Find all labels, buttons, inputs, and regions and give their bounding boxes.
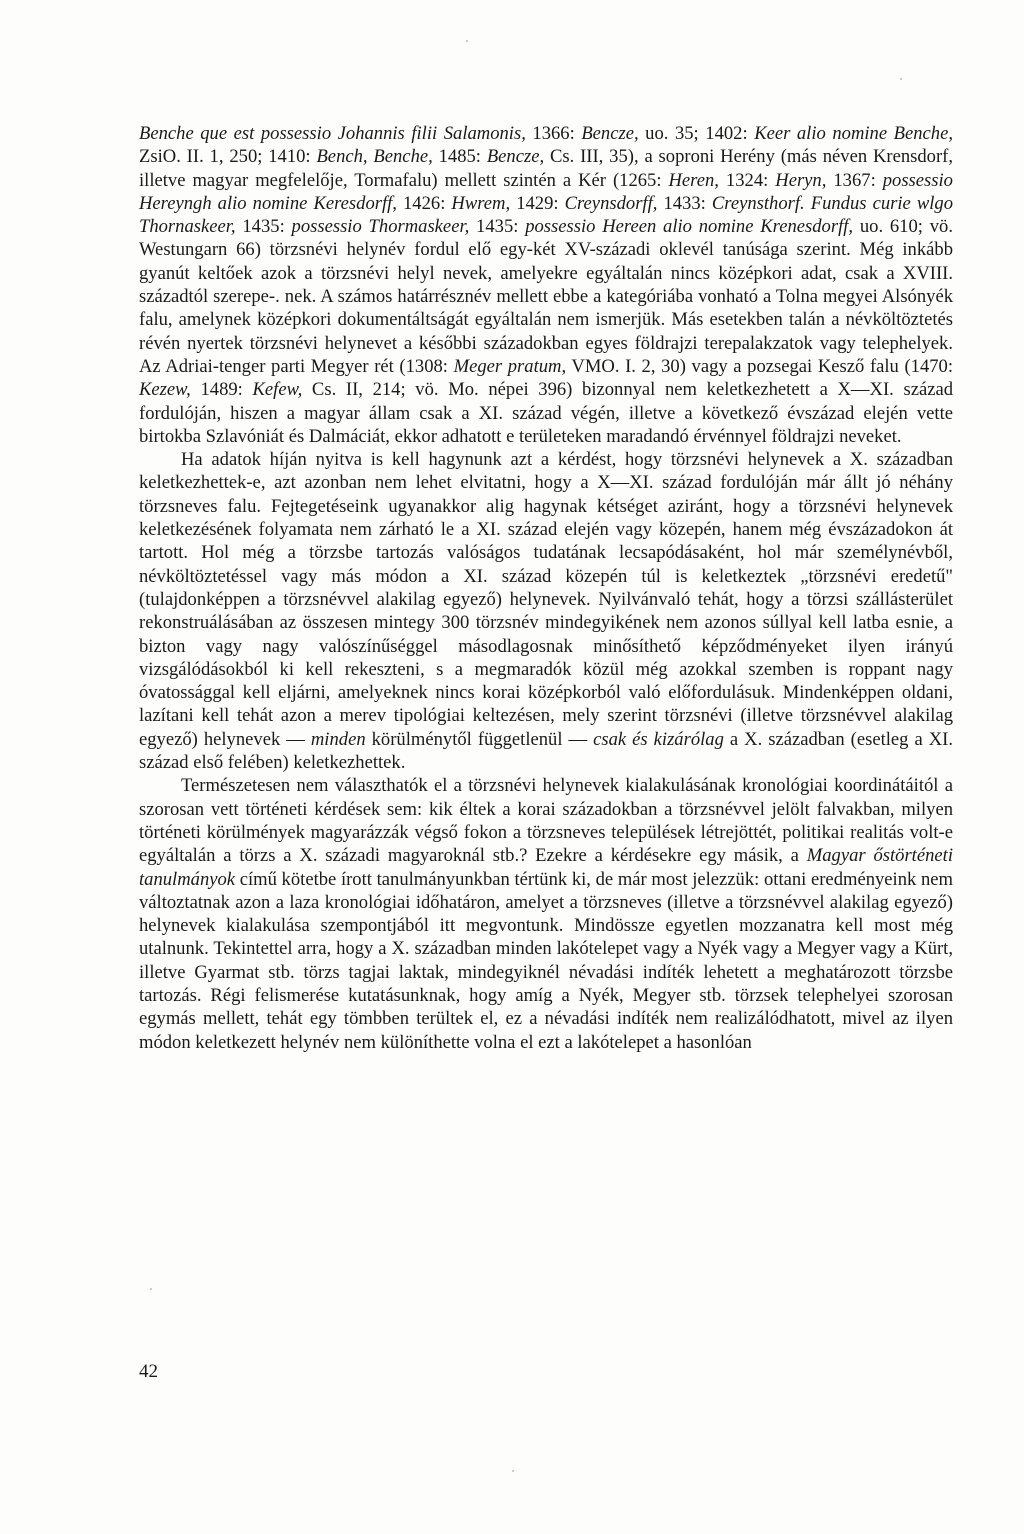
text-run: uo. 35; 1402: <box>638 123 755 144</box>
text-run: 1429: <box>510 192 565 214</box>
italic-text-run: Hwrem, <box>451 192 511 214</box>
text-run: ZsiO. II. 1, 250; 1410: <box>139 146 317 168</box>
scan-speck <box>150 1288 152 1290</box>
text-run: 1324: <box>718 169 776 191</box>
italic-text-run: Benche que est possessio Johannis filii Salamonis, <box>139 123 526 144</box>
page-number: 42 <box>139 1361 158 1382</box>
scan-speck <box>466 40 468 42</box>
italic-text-run: Meger pratum, <box>453 355 567 377</box>
text-run: 1489: <box>190 379 253 401</box>
scan-speck <box>900 78 902 80</box>
italic-text-run: Bencze, <box>581 123 639 144</box>
text-run: 1433: <box>657 192 712 214</box>
italic-text-run: Bencze, <box>486 146 545 168</box>
italic-text-run: csak és kizárólag <box>593 728 724 750</box>
text-run: 1435: <box>235 216 292 238</box>
text-run: VMO. I. 2, 30) vagy a pozsegai Kesző falu (1470: <box>566 355 954 377</box>
body-text <box>139 122 953 1054</box>
italic-text-run: possessio Thormaskeer, <box>291 216 470 238</box>
text-run: uo. 610; vö. Westungarn 66) törzsnévi helynév fordul elő egy-két XV-századi oklevél tanúsága szerint. Még inkább gyanút keltőek azok a törzsnévi helyl nevek, amelyekre egyáltalán nincs középkori adat, csak a XVIII. századtól szerepe-. nek. A számos határrésznév mellett ebbe a kategóriába vonható a Tolna megyei Alsónyék falu, amelynek középkori dokumentáltságát egyáltalán nem ismerjük. Más esetekben talán a névköltöztetés révén nyertek törzsnévi helynevet a későbbi századokban egyes földrajzi terepalakzatok vagy telephelyek. Az Adriai-tenger parti Megyer rét (1308: <box>139 216 953 377</box>
paragraph <box>139 448 953 774</box>
italic-text-run: Kefew, <box>252 379 303 401</box>
italic-text-run: minden <box>310 728 366 750</box>
italic-text-run: Kezew, <box>139 379 191 401</box>
italic-text-run: Heren, <box>668 169 719 191</box>
text-run: körülménytől függetlenül — <box>365 728 594 750</box>
text-run: a X. században (esetleg a XI. század első felében) keletkezhettek. <box>139 728 953 774</box>
italic-text-run: possessio Hereen alio nomine Krenesdorff, <box>525 216 854 238</box>
text-run: című kötetbe írott tanulmányunkban tértünk ki, de már most jelezzük: ottani eredményeink nem változtatnak azon a laza kronológiai időhatáron, amelyet a törzsneves (illetve a törzsnévvel alakilag egyező) helynevek kialakulása szempontjából itt megvontunk. Mindössze egyetlen mozzanatra kell most még utalnunk. Tekintettel arra, hogy a X. században minden lakótelepet vagy a Nyék vagy a Megyer vagy a Kürt, illetve Gyarmat stb. törzs tagjai laktak, mindegyiknél névadási indíték lehetett a meghatározott törzsbe tartozás. Régi felismerése kutatásunknak, hogy amíg a Nyék, Megyer stb. törzsek telephelyei szorosan egymás mellett, tehát egy tömbben terültek el, ez a névadási indíték nem realizálódhatott, mivel az ilyen módon keletkezett helynév nem különíthette volna el ezt a lakótelepet a hasonlóan <box>139 868 953 1053</box>
scan-speck <box>512 1470 514 1472</box>
text-run: Cs. III, 35), a soproni Herény (más néven Krensdorf, illetve magyar megfelelője, Tormafalu) mellett szintén a Kér (1265: <box>139 146 953 191</box>
italic-text-run: Magyar őstörténeti tanulmányok <box>139 845 953 890</box>
text-run: Természetesen nem választhatók el a törzsnévi helynevek kialakulásának kronológiai koordinátáitól a szorosan vett történeti kérdések sem: kik éltek a korai századokban a törzsnévvel jelölt falvakban, milyen történeti körülmények magyarázzák végső fokon a törzsneves települések létrejöttét, politikai realitás volt-e egyáltalán a törzs a X. századi magyaroknál stb.? Ezekre a kérdésekre egy másik, a <box>139 775 953 867</box>
text-run: 1366: <box>525 123 582 144</box>
text-run: 1426: <box>396 192 452 214</box>
italic-text-run: Keer alio nomine Benche, <box>754 123 953 144</box>
italic-text-run: Bench, Benche, <box>316 146 433 168</box>
paragraph <box>139 774 953 1054</box>
text-run: 1435: <box>469 216 526 238</box>
text-run: Ha adatok híján nyitva is kell hagynunk azt a kérdést, hogy törzsnévi helynevek a X. században keletkezhettek-e, azt azonban nem lehet elvitatni, hogy a X—XI. század fordulóján már állt jó néhány törzsneves falu. Fejtegetéseink ugyanakkor alig hagynak kétséget aziránt, hogy a törzsnévi helynevek keletkezésének folyamata nem zárható le a XI. század elején vagy közepén, hanem még évszázadokon át tartott. Hol még a törzsbe tartozás valóságos tudatának lecsapódásaként, hol már személynévből, névköltöztetéssel vagy más módon a XI. század közepén túl is keletkeztek „törzsnévi eredetű" (tulajdonképpen a törzsnévvel alakilag egyező) helynevek. Nyilvánvaló tehát, hogy a törzsi szállásterület rekonstruálásában az összesen mintegy 300 törzsnév mindegyikének nem azonos súllyal kell latba esnie, a bizton vagy nagy valószínűséggel másodlagosnak minősíthető képződményeket ilyen irányú vizsgálódásokból ki kell rekeszteni, s a megmaradók közül még azokkal szemben is roppant nagy óvatossággal kell eljárni, amelyeknek nincs korai középkorból való előfordulásuk. Mindenképpen oldani, lazítani kell tehát azon a merev tipológiai keltezésen, mely szerint törzsnévi (illetve törzsnévvel alakilag egyező) helynevek — <box>139 449 953 750</box>
text-run: 1485: <box>432 146 487 168</box>
text-run: 1367: <box>826 169 883 191</box>
italic-text-run: possessio Hereyngh alio nomine Keresdorff, <box>139 169 953 214</box>
italic-text-run: Creynsthorf. Fundus curie wlgo Thornaskeer, <box>139 192 953 238</box>
paragraph <box>139 122 953 448</box>
italic-text-run: Heryn, <box>775 169 827 191</box>
italic-text-run: Creynsdorff, <box>564 192 658 214</box>
text-run: Cs. II, 214; vö. Mo. népei 396) bizonnyal nem keletkezhetett a X—XI. század fordulóján, hiszen a magyar állam csak a XI. század végén, illetve a következő évszázad elején vette birtokba Szlavóniát és Dalmáciát, ekkor adhatott e területeken maradandó érvénnyel földrajzi neveket. <box>139 379 953 447</box>
